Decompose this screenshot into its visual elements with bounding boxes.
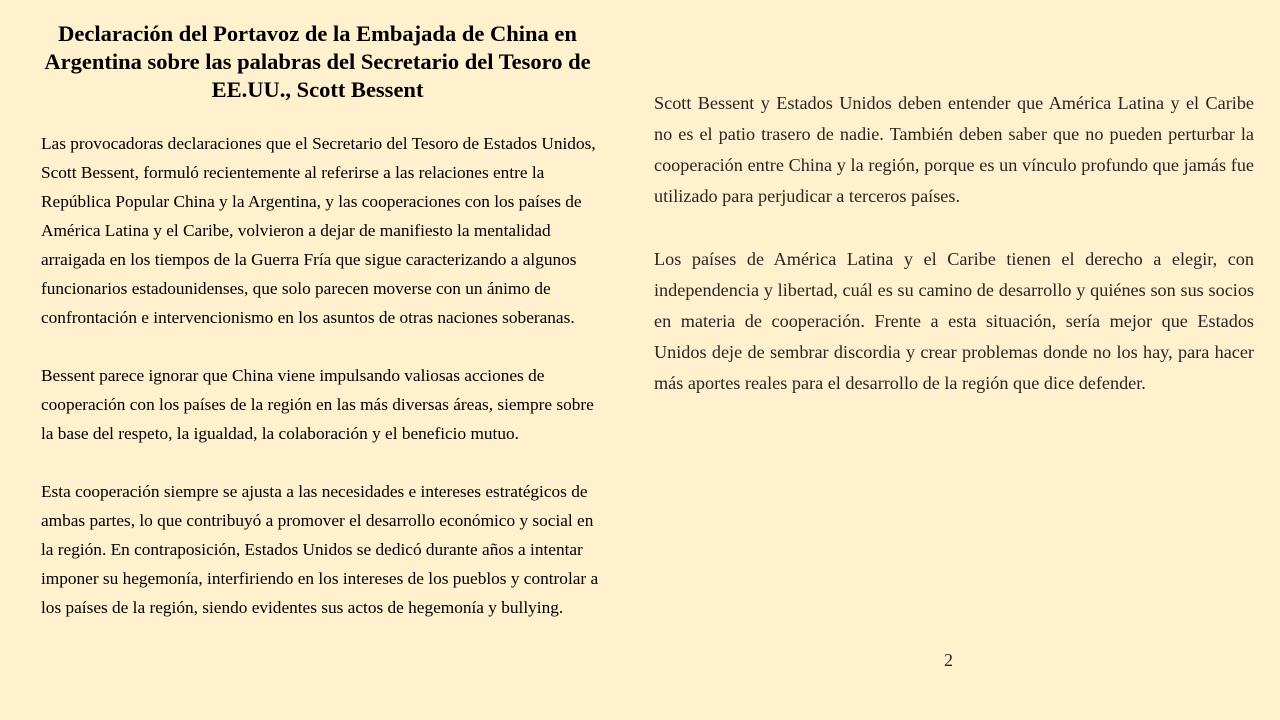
paragraph-1: Las provocadoras declaraciones que el Secretario del Tesoro de Estados Unidos, Scott Bessent, formuló recientemente al referirse a las relaciones entre la República Popular China y la Argentina, y las cooperaciones con los países de América Latina y el Caribe, volvieron a dejar de manifiesto la mentalidad arraigada en los tiempos de la Guerra Fría que sigue caracterizando a algunos funcionarios estadounidenses, que solo parecen moverse con un ánimo de confrontación e intervencionismo en los asuntos de otras naciones soberanas. <box>41 134 596 327</box>
left-page-body <box>41 129 601 651</box>
right-page-body <box>654 88 1254 431</box>
page-number: 2 <box>944 650 953 670</box>
paragraph-5: Los países de América Latina y el Caribe tienen el derecho a elegir, con independencia y libertad, cuál es su camino de desarrollo y quiénes son sus socios en materia de cooperación. Frente a esta situación, sería mejor que Estados Unidos deje de sembrar discordia y crear problemas donde no los hay, para hacer más aportes reales para el desarrollo de la región que dice defender. <box>654 249 1254 393</box>
document-title: Declaración del Portavoz de la Embajada de China en Argentina sobre las palabras del Secretario del Tesoro de EE.UU., Scott Bessent <box>44 21 591 102</box>
paragraph-3: Esta cooperación siempre se ajusta a las necesidades e intereses estratégicos de ambas partes, lo que contribuyó a promover el desarrollo económico y social en la región. En contraposición, Estados Unidos se dedicó durante años a intentar imponer su hegemonía, interfiriendo en los intereses de los pueblos y controlar a los países de la región, siendo evidentes sus actos de hegemonía y bullying. <box>41 482 599 617</box>
paragraph-2: Bessent parece ignorar que China viene impulsando valiosas acciones de cooperación con los países de la región en las más diversas áreas, siempre sobre la base del respeto, la igualdad, la colaboración y el beneficio mutuo. <box>41 366 594 443</box>
paragraph-4: Scott Bessent y Estados Unidos deben entender que América Latina y el Caribe no es el patio trasero de nadie. También deben saber que no pueden perturbar la cooperación entre China y la región, porque es un vínculo profundo que jamás fue utilizado para perjudicar a terceros países. <box>654 93 1254 206</box>
right-page <box>640 0 1280 720</box>
